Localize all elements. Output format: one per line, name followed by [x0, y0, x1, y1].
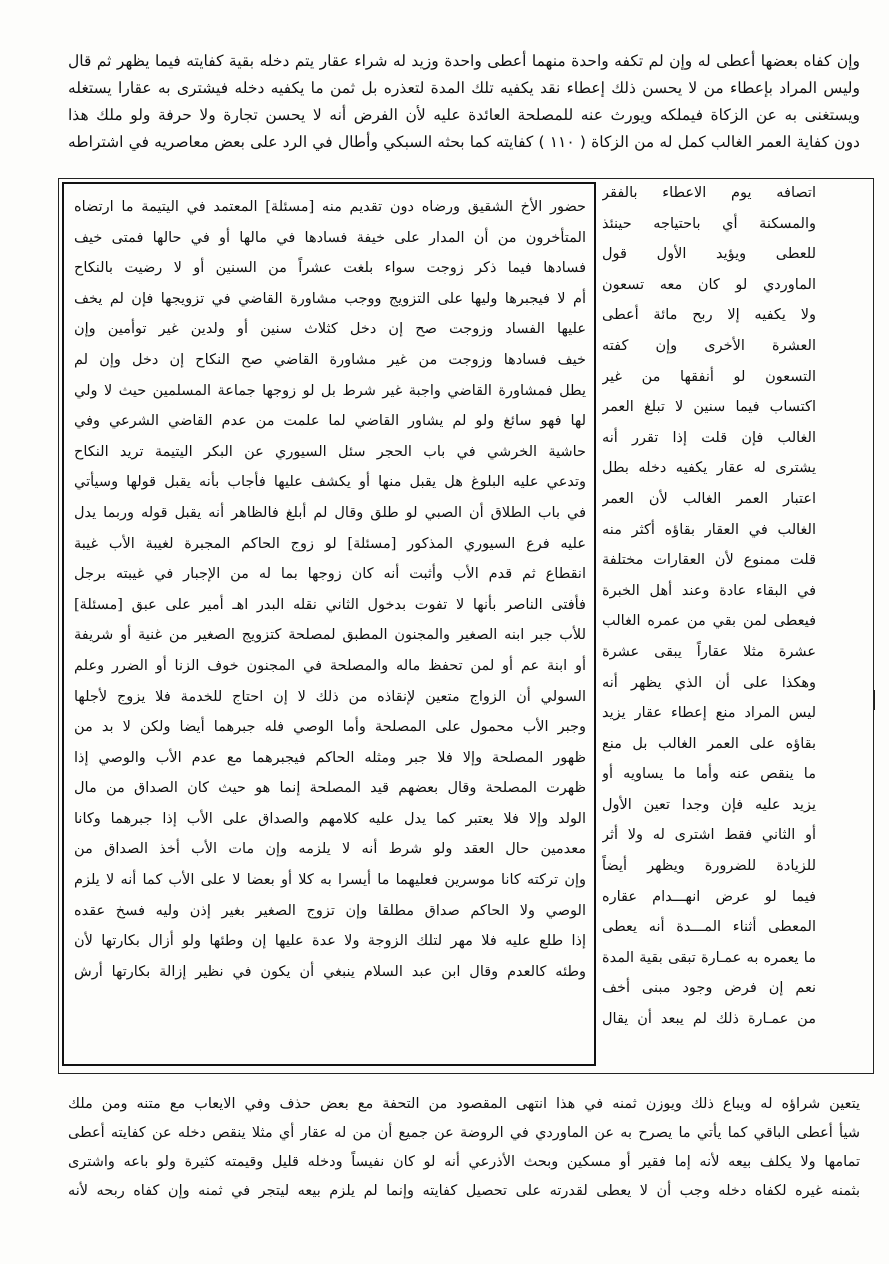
text-line: في باب الطلاق أن الصبي لو طلق وقال لم أبلغ فالظاهر أنه يقبل قوله وربما يدل — [74, 504, 586, 521]
text-line: والمسكنة أي باحتياجه حينئذ — [602, 215, 816, 232]
text-line: تمامها ولا يكلف بيعه لأنه إما فقير أو مسكين وبحث الأذرعي أنه لو كان نفيساً ودخله قليل وقيمته كثيرة ولو باعه واشترى — [68, 1154, 860, 1170]
text-line: اتصافه يوم الاعطاء بالفقر — [602, 185, 816, 201]
text-line: عشرة مثلا عقاراً يبقى عشرة — [602, 643, 816, 660]
text-line-start: دون كفاية العمر الغالب كمل له من الزكاة — [591, 133, 860, 151]
bottom-text-block — [68, 1090, 860, 1206]
text-line: إذا طلع عليه فلا مهر لتلك الزوجة ولا عدة عليها إن وطئها ولو أزال بكارتها لأن — [74, 933, 586, 950]
bordered-frame — [58, 178, 874, 1074]
text-line: أو ابنة عم أو لمن تحفظ ماله والمصلحة في المجنون خوف الزنا أو الضرر وعلم — [74, 657, 586, 674]
text-line: فيعطى لمن بقي من عمره الغالب — [602, 613, 816, 630]
text-line: الوصي ولا الحاكم صداق مطلقا وإن تزوج الصغير بغير إذن وليه فسخ عقده — [74, 902, 586, 919]
text-line: وليس المراد بإعطاء من لا يحسن ذلك إعطاء نقد يكفيه تلك المدة لتعذره بل ثمن ما يكفيه دخله فيشترى به عقارا يستغله — [68, 79, 860, 97]
text-line: للأب جبر ابنه الصغير والمجنون المطبق لمصلحة كتزويج الصغير من غنية أو شريفة — [74, 627, 586, 644]
text-line: للزيادة للضرورة ويظهر أيضاً — [602, 858, 816, 875]
text-line: ظهور المصلحة وإلا فلا جبر ومثله الحاكم فيجبرهما مع عدم الأب والوصي إذا — [74, 749, 586, 766]
text-line: انقطاع ثم قدم الأب وأثبت أنه كان زوجها بما له من الإجبار في غيبته برجل — [74, 566, 586, 583]
text-line: قلت ممنوع لأن العقارات مختلفة — [602, 552, 816, 569]
text-line: فيما لو عرض انهـــدام عقاره — [602, 888, 816, 905]
main-text-side-column — [602, 178, 816, 1035]
text-line: وطئه كالعدم وقال ابن عبد السلام ينبغي أن يكون في نظير إزالة بكارتها أرش — [74, 963, 586, 980]
text-line: العشرة الأخرى وإن كفته — [602, 337, 816, 354]
text-line: ما يعمره به عمـارة تبقى بقية المدة — [602, 949, 816, 966]
text-line: اكتساب فيما سنين لا تبلغ العمر — [602, 399, 816, 416]
text-line: في البقاء عادة وعند أهل الخبرة — [602, 582, 816, 599]
text-line: يتعين شراؤه له ويباع ذلك ويوزن ثمنه في هذا انتهى المقصود من التحفة مع بعض حذف وفي الايعاب مع متنه ومن ملك — [68, 1096, 860, 1112]
margin-mark — [873, 690, 875, 710]
text-line: أو الثاني فقط اشترى له ولا أثر — [602, 827, 816, 844]
text-line — [68, 129, 860, 156]
text-line: الولد وإلا فلا يعتبر كما يدل عليه كلامهم والصداق على الأب إذا جبرهما وكانا — [74, 810, 586, 827]
text-line: الغالب فإن قلت إذا تقرر أنه — [602, 429, 816, 446]
text-line: نعم إن فرض وجود مبنى أخف — [602, 980, 816, 997]
text-line: وإن تركته كانا موسرين فعليهما ما أيسرا به كلا أو بعضا لا على الأب كما أنه لا يلزم — [74, 872, 586, 889]
text-line: حضور الأخ الشقيق ورضاه دون تقديم منه [مسئلة] المعتمد في اليتيمة ما ارتضاه — [74, 199, 586, 215]
text-line: ليس المراد منع إعطاء عقار يزيد — [602, 705, 816, 722]
text-line: المعطى أثناء المـــدة أنه يعطى — [602, 919, 816, 936]
text-line: بثمنه غيره لكفاه دخله وجب أن لا يعطى لقدرته على تحصيل كفايته وإنما لم يلزم بيعه ليتجر في ثمنه وإن كفاه ربحه لأنه — [68, 1183, 860, 1199]
text-line: التسعون لو أنفقها من غير — [602, 368, 816, 385]
text-line: وإن كفاه بعضها أعطى له وإن لم تكفه واحدة منهما أعطى واحدة وزيد له شراء عقار يتم دخله بقية كفايته فيما يظهر ثم قال — [68, 52, 860, 70]
marginal-commentary-box — [62, 182, 596, 1066]
text-line: من عمـارة ذلك لم يبعد أن يقال — [602, 1011, 816, 1028]
text-line: ويستغنى به عن الزكاة فيملكه ويورث عنه للمصلحة العائدة عليه لأن الفرض أنه لا يحسن تجارة ولا حرفة ولو ملك هذا — [68, 106, 860, 124]
text-line: المتأخرون من أن المدار على خيفة فسادها في مالها أو في حالها فمتى خيف — [74, 229, 586, 246]
text-line: السولي أن الزواج متعين لإنقاذه من ذلك لا إن احتاج للخدمة فلا يزوج لأجلها — [74, 688, 586, 705]
text-line: للعطى ويؤيد الأول قول — [602, 246, 816, 263]
text-line: وجبر الأب محمول على المصلحة وأما الوصي فله جبرهما أيضا ولكن لا بد من — [74, 719, 586, 736]
text-line-end: كفايته كما بحثه السبكي وأطال في الرد على بعض معاصريه في اشتراطه — [68, 133, 534, 151]
text-line: بقاؤه على العمر الغالب بل منع — [602, 735, 816, 752]
text-line: معدمين حال العقد ولو شرط أنه لا يلزمه وإن مات الأب أخذ الصداق من — [74, 841, 586, 858]
text-line: ظهرت المصلحة وقال بعضهم قيد المصلحة إنما هو حيث كان الصداق من مال — [74, 780, 586, 797]
text-line: الماوردي لو كان معه تسعون — [602, 276, 816, 293]
top-text-block — [68, 48, 860, 156]
text-line: الغالب في العقار بقاؤه أكثر منه — [602, 521, 816, 538]
text-line: ما ينقص عنه وأما ما يساويه أو — [602, 766, 816, 783]
text-line: شيأ أعطى الباقي كما يأتي ما يصرح به عن الماوردي في الروضة عن جميع أن من له عقار أي مثلا ينقص دخله عن كفايته أعطى — [68, 1125, 860, 1141]
text-line: لها فهو سائغ ولو لم يشاور القاضي لما علمت من عدم القاضي الشرعي وفي — [74, 413, 586, 430]
text-line: فسادها فيما ذكر زوجت سواء بلغت عشراً من السنين أو لا رضيت بالنكاح — [74, 260, 586, 277]
text-line: يشترى له عقار يكفيه دخله بطل — [602, 460, 816, 477]
page-number: ( ١١٠ ) — [538, 133, 586, 151]
text-line: عليها الفساد وزوجت صح إن دخل كثلاث سنين أو ولدين غير توأمين وإن — [74, 321, 586, 338]
text-line: ولا يكفيه إلا ربح مائة أعطى — [602, 307, 816, 324]
text-line: وهكذا على أن الذي يظهر أنه — [602, 674, 816, 691]
text-line: أم لا فيجبرها وليها على التزويج ووجب مشاورة القاضي في تزويجها فإن لم يخف — [74, 290, 586, 307]
commentary-text — [74, 192, 586, 987]
text-line: خيف فسادها وزوجت من غير مشاورة القاضي صح النكاح إن دخل وإن لم — [74, 351, 586, 368]
text-line: اعتبار العمر الغالب لأن العمر — [602, 490, 816, 507]
text-line: وتدعي عليه البلوغ هل يقبل منها أو يكشف عليها فأجاب بأنه يقبل قولها وسيأتي — [74, 474, 586, 491]
text-line: فأفتى الناصر بأنها لا تفوت بدخول الثاني نقله البدر اهـ أمير على عبق [مسئلة] — [74, 596, 586, 613]
text-line: عليه فرع السيوري المذكور [مسئلة] لو زوج الحاكم المجبرة لغيبة الأب غيبة — [74, 535, 586, 552]
text-line: حاشية الخرشي في باب الحجر سئل السيوري عن البكر اليتيمة تريد النكاح — [74, 443, 586, 460]
text-line: يزيد عليه فإن وجدا تعين الأول — [602, 796, 816, 813]
text-line: يطل فمشاورة القاضي واجبة غير شرط بل لو زوجها جماعة المسلمين حيث لا ولي — [74, 382, 586, 399]
